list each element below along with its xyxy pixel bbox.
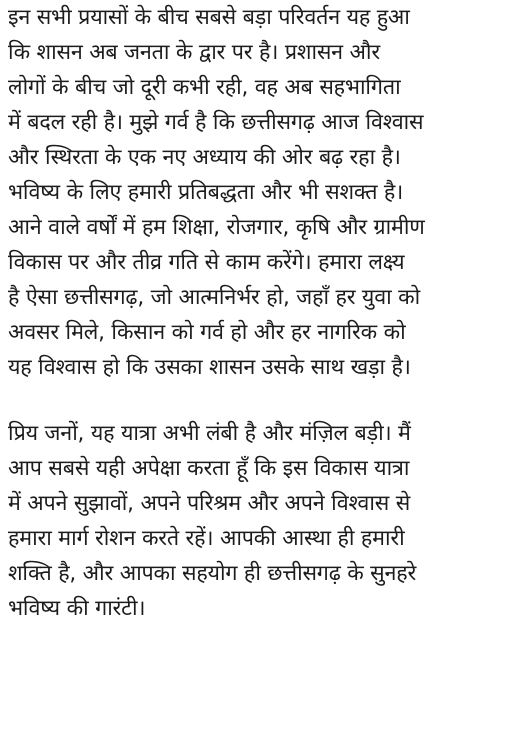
paragraph-spacer [8, 385, 528, 416]
text-line: भविष्य की गारंटी। [8, 596, 146, 621]
text-line: में अपने सुझावों, अपने परिश्रम और अपने विश्वास से [8, 491, 411, 516]
text-line: कि शासन अब जनता के द्वार पर है। प्रशासन और [8, 40, 380, 65]
text-line: इन सभी प्रयासों के बीच सबसे बड़ा परिवर्तन यह हुआ [8, 5, 410, 30]
paragraph-1 [8, 0, 528, 385]
text-line: है ऐसा छत्तीसगढ़, जो आत्मनिर्भर हो, जहाँ हर युवा को [8, 285, 421, 310]
text-line: अवसर मिले, किसान को गर्व हो और हर नागरिक को [8, 320, 406, 345]
paragraph-2 [8, 416, 528, 626]
text-line: आप सबसे यही अपेक्षा करता हूँ कि इस विकास यात्रा [8, 456, 410, 481]
text-line: आने वाले वर्षों में हम शिक्षा, रोजगार, कृषि और ग्रामीण [8, 215, 425, 240]
text-line: में बदल रही है। मुझे गर्व है कि छत्तीसगढ़ आज विश्वास [8, 110, 424, 135]
text-line: यह विश्वास हो कि उसका शासन उसके साथ खड़ा है। [8, 355, 411, 380]
text-line: शक्ति है, और आपका सहयोग ही छत्तीसगढ़ के सुनहरे [8, 561, 417, 586]
text-line: और स्थिरता के एक नए अध्याय की ओर बढ़ रहा है। [8, 145, 401, 170]
text-line: भविष्य के लिए हमारी प्रतिबद्धता और भी सशक्त है। [8, 180, 404, 205]
document-body [8, 0, 528, 626]
text-line: प्रिय जनों, यह यात्रा अभी लंबी है और मंज़िल बड़ी। मैं [8, 421, 411, 446]
text-line: विकास पर और तीव्र गति से काम करेंगे। हमारा लक्ष्य [8, 250, 405, 275]
text-line: हमारा मार्ग रोशन करते रहें। आपकी आस्था ही हमारी [8, 526, 405, 551]
text-line: लोगों के बीच जो दूरी कभी रही, वह अब सहभागिता [8, 75, 401, 100]
